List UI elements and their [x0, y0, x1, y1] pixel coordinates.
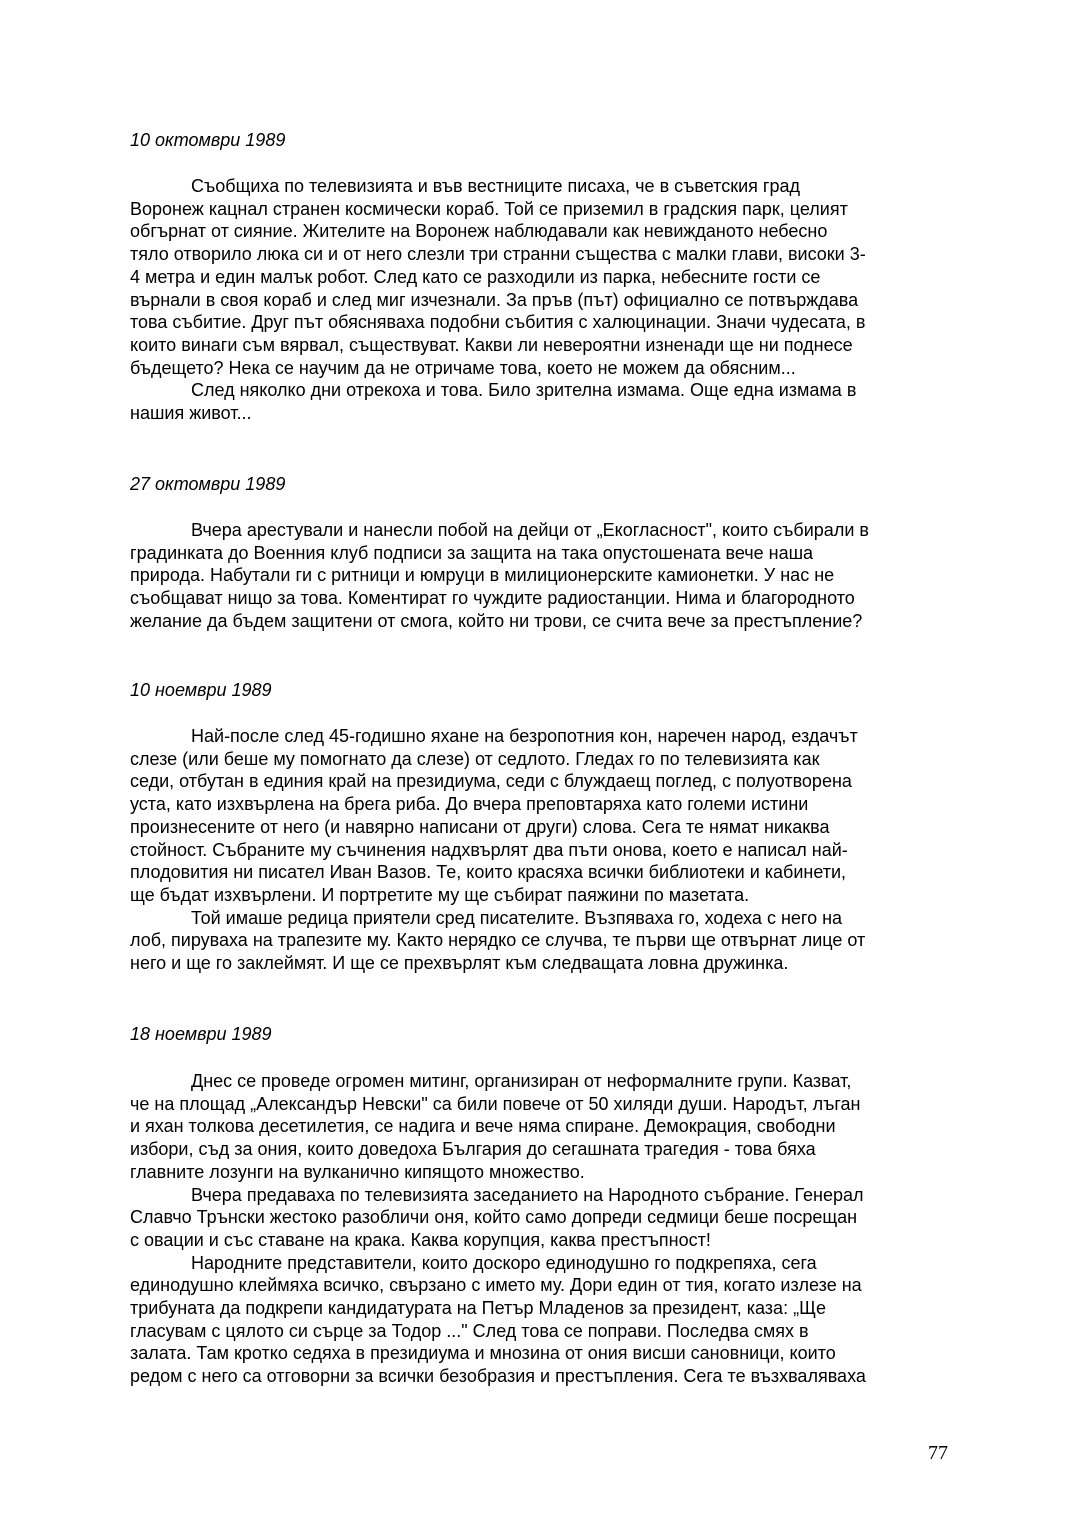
- text-line: бъдещето? Нека се научим да не отричаме това, което не можем да обясним...: [130, 357, 796, 378]
- text-line: единодушно клеймяха всичко, свързано с името му. Дори един от тия, когато излезе на: [130, 1275, 862, 1296]
- text-line: съобщават нищо за това. Коментират го чуждите радиостанции. Нима и благородното: [130, 588, 855, 609]
- text-line: гласувам с цялото си сърце за Тодор ..." След това се поправи. Последва смях в: [130, 1320, 809, 1341]
- text-line: След няколко дни отрекоха и това. Било зрителна измама. Още една измама в: [191, 380, 857, 401]
- text-line: стойност. Събраните му съчинения надхвърлят два пъти онова, което е написал най-: [130, 839, 848, 860]
- text-line: Вчера предаваха по телевизията заседанието на Народното събрание. Генерал: [191, 1184, 864, 1205]
- entry-date: 27 октомври 1989: [130, 474, 286, 494]
- text-line: избори, съд за ония, които доведоха България до сегашната трагедия - това бяха: [130, 1139, 816, 1160]
- text-line: които винаги съм вярвал, съществуват. Какви ли невероятни изненади ще ни поднесе: [130, 334, 853, 355]
- entry-date: 18 ноември 1989: [130, 1024, 272, 1044]
- text-line: Най-после след 45-годишно яхане на безропотния кон, наречен народ, ездачът: [191, 726, 858, 746]
- text-line: върнали в своя кораб и след миг изчезнали. За пръв (път) официално се потвърждава: [130, 289, 859, 310]
- text-line: тяло отворило люка си и от него слезли три странни същества с малки глави, високи 3-: [130, 244, 866, 265]
- page-number: 77: [928, 1442, 948, 1464]
- text-line: седи, отбутан в единия край на президиума, седи с блуждаещ поглед, с полуотворена: [130, 771, 852, 792]
- text-line: природа. Набутали ги с ритници и юмруци в милиционерските камионетки. У нас не: [130, 565, 835, 586]
- text-line: редом с него са отговорни за всички безобразия и престъпления. Сега те възхваляваха: [130, 1366, 866, 1387]
- text-line: Вчера арестували и нанесли побой на дейци от „Екогласност", които събирали в: [191, 520, 869, 540]
- text-line: обгърнат от сияние. Жителите на Воронеж наблюдавали как невижданото небесно: [130, 221, 828, 242]
- text-line: това събитие. Друг път обясняваха подобни събития с халюцинации. Значи чудесата, в: [130, 312, 866, 333]
- text-line: главните лозунги на вулканично кипящото множество.: [130, 1161, 585, 1182]
- text-line: уста, като изхвърлена на брега риба. До вчера преповтаряха като големи истини: [130, 794, 809, 815]
- text-line: Той имаше редица приятели сред писателите. Възпяваха го, ходеха с него на: [191, 907, 843, 928]
- text-line: Славчо Трънски жестоко разобличи оня, който само допреди седмици беше посрещан: [130, 1207, 858, 1228]
- entry-paragraph: [130, 519, 952, 633]
- text-line: желание да бъдем защитени от смога, който ни трови, се счита вече за престъпление?: [130, 610, 863, 631]
- text-line: че на площад „Александър Невски" са били повече от 50 хиляди души. Народът, лъган: [130, 1093, 861, 1114]
- text-line: Воронеж кацнал странен космически кораб. Той се приземил в градския парк, целият: [130, 198, 848, 219]
- text-line: градинката до Военния клуб подписи за защита на така опустошената вече наша: [130, 542, 814, 563]
- text-line: трибуната да подкрепи кандидатурата на Петър Младенов за президент, каза: „Ще: [130, 1298, 826, 1319]
- text-line: Днес се проведе огромен митинг, организиран от неформалните групи. Казват,: [191, 1071, 852, 1091]
- text-line: слезе (или беше му помогнато да слезе) от седлото. Гледах го по телевизията как: [130, 748, 820, 769]
- text-line: и яхан толкова десетилетия, се надига и вече няма спиране. Демокрация, свободни: [130, 1116, 836, 1137]
- entry-paragraph: [130, 1070, 952, 1388]
- entry-date: 10 ноември 1989: [130, 680, 272, 700]
- text-line: Съобщиха по телевизията и във вестниците писаха, че в съветския град: [191, 176, 800, 196]
- text-line: лоб, пируваха на трапезите му. Както нерядко се случва, те първи ще отвърнат лице от: [130, 930, 866, 951]
- text-line: произнесените от него (и навярно написани от други) слова. Сега те нямат никаква: [130, 816, 830, 837]
- entry-paragraph: [130, 725, 952, 975]
- text-line: с овации и със ставане на крака. Каква корупция, каква престъпност!: [130, 1229, 711, 1250]
- text-line: нашия живот...: [130, 403, 252, 424]
- text-line: ще бъдат изхвърлени. И портретите му ще събират паяжини по мазетата.: [130, 884, 750, 905]
- text-line: залата. Там кротко седяха в президиума и мнозина от ония висши сановници, които: [130, 1343, 836, 1364]
- text-line: Народните представители, които доскоро единодушно го подкрепяха, сега: [191, 1252, 817, 1273]
- text-line: него и ще го заклеймят. И ще се прехвърлят към следващата ловна дружинка.: [130, 953, 789, 974]
- entry-date: 10 октомври 1989: [130, 130, 286, 150]
- text-line: плодовития ни писател Иван Вазов. Те, които красяха всички библиотеки и кабинети,: [130, 862, 847, 883]
- text-line: 4 метра и един малък робот. След като се разходили из парка, небесните гости се: [130, 266, 821, 287]
- entry-paragraph: [130, 175, 952, 425]
